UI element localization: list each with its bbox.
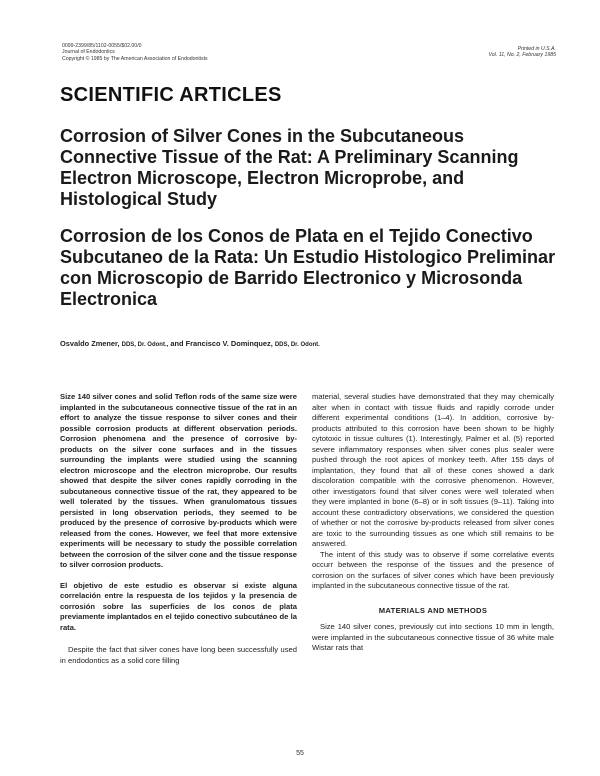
author-line	[60, 339, 320, 348]
article-title-spanish: Corrosion de los Conos de Plata en el Tejido Conectivo Subcutaneo de la Rata: Un Estudio Histologico Preliminar con Microscopio de Barrido Electronico y Microsonda Electronica	[60, 226, 556, 309]
article-title-english: Corrosion of Silver Cones in the Subcutaneous Connective Tissue of the Rat: A Preliminary Scanning Electron Microscope, Electron Microprobe, and Histological Study	[60, 126, 519, 209]
header-left-line: Copyright © 1985 by The American Association of Endodontists	[62, 55, 208, 62]
header-right-line: Vol. 11, No. 2, February 1985	[488, 52, 556, 59]
author-name: Francisco V. Dominquez,	[185, 339, 273, 348]
abstract-english: Size 140 silver cones and solid Teflon rods of the same size were implanted in the subcutaneous connective tissue of the rat in an effort to analyze the tissue response to silver cones and their possible corrosion products at different observation periods. Corrosion phenomena and the presence of corrosive by-products on the silver cone surfaces and in the tissues surrounding the implants were studied using the scanning electron microscope and the electron microprobe. Our results showed that despite the silver cones rapidly corroding in the subcutaneous connective tissue of the rat, they appeared to be well tolerated by the tissues. When granulomatous tissues persisted in long observation periods, they seemed to be produced by the presence of corrosive by-products which were released from the cones. However, we feel that more extensive experiments will be necessary to study the possible correlation between the corrosion of the silver cone and the tissue response to silver corrosion products.	[60, 392, 297, 569]
author-conjunction: and	[170, 339, 184, 348]
journal-header-right	[489, 46, 556, 59]
left-column	[60, 392, 297, 666]
page-number: 55	[296, 750, 304, 757]
journal-header-left	[62, 43, 208, 62]
intent-paragraph: The intent of this study was to observe if some correlative events occurr between the response of the tissues and the presence of corrosion on the surfaces of silver cones which have been previously implanted in the subcutaneous connective tissue of the rat.	[312, 549, 554, 590]
intro-paragraph-start: Despite the fact that silver cones have long been successfully used in endodontics as a solid core filling	[60, 645, 297, 665]
author-degrees: DDS, Dr. Odont.,	[121, 342, 169, 348]
methods-paragraph: Size 140 silver cones, previously cut into sections 10 mm in length, were implanted in the subcutaneous connective tissue of 36 white male Wistar rats that	[312, 622, 554, 652]
abstract-spanish: El objetivo de este estudio es observar si existe alguna correlación entre la respuesta de los tejidos y la presencia de corrosión sobre las superficies de los conos de plata previamente implantados en el tejido conectivo subcutáneo de la rata.	[60, 580, 297, 632]
section-title: SCIENTIFIC ARTICLES	[60, 84, 282, 106]
materials-methods-heading: MATERIALS AND METHODS	[378, 605, 488, 615]
intro-paragraph-continued: material, several studies have demonstrated that they may chemically alter when in contact with tissue fluids and rapidly corrode under different experimental conditions (1–4). In addition, corrosive by-products attributed to this corrosion have been shown to be highly cytotoxic in tissue cultures (1). Interestingly, Palmer et al. (5) reported severe inflammatory responses when silver cones plus sealer were pushed through the root apices of monkey teeth. After 155 days of implantation, they found that all of these cones showed a dark discoloration compatible with the corrosive phenomenon. However, other investigators found that silver cones were well tolerated when they were implanted in bone (6–8) or in soft tissues (9–11). Taking into account these contradictory observations, we considered the question of whether or not the corrosive by-products released from silver cones are toxic to the surrounding tissues as one which still remains to be answered.	[312, 392, 554, 548]
header-left-line: Journal of Endodontics	[62, 49, 115, 56]
header-left-line: 0099-2399/85/1102-0055/$02.00/0	[62, 43, 142, 49]
right-column	[312, 392, 554, 654]
author-degrees: DDS, Dr. Odont.	[274, 342, 320, 348]
author-name: Osvaldo Zmener,	[60, 339, 120, 348]
header-right-line: Printed in U.S.A.	[517, 46, 556, 52]
